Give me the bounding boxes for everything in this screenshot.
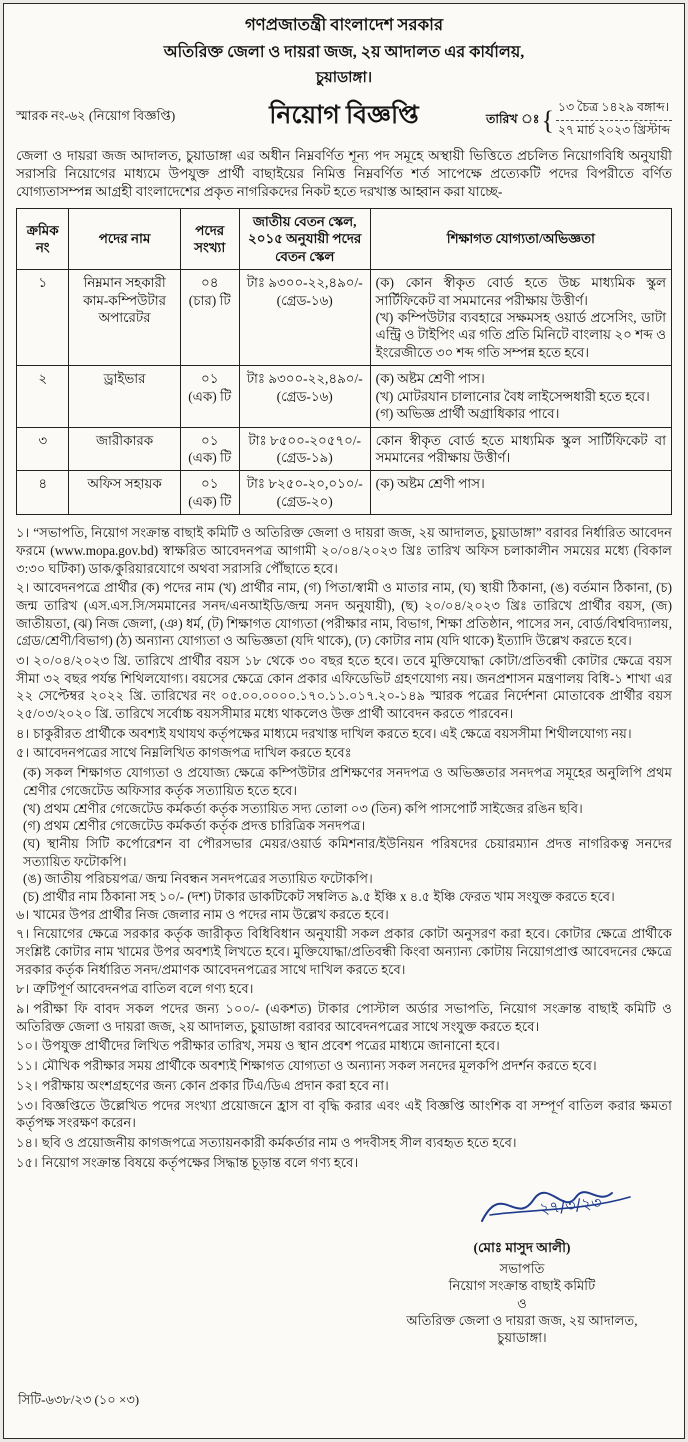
condition-item xyxy=(16,1154,672,1172)
table-row xyxy=(17,366,672,427)
office-name: অতিরিক্ত জেলা ও দায়রা জজ, ২য় আদালত এর কার্যালয়, xyxy=(163,44,525,61)
condition-item xyxy=(16,1134,672,1152)
title-row xyxy=(16,93,672,141)
condition-number: ১২। xyxy=(16,1077,38,1093)
cell-serial: ১ xyxy=(17,270,69,366)
office-district: চুয়াডাঙ্গা। xyxy=(315,70,373,86)
condition-number: ৫। xyxy=(16,745,30,761)
signatory-district: চুয়াডাঙ্গা। xyxy=(497,1329,547,1345)
cell-post-name: জারীকারক xyxy=(69,427,180,471)
condition-number: ১৪। xyxy=(16,1134,38,1150)
signatory-name: (মোঃ মাসুদ আলী) xyxy=(473,1240,571,1256)
condition-item xyxy=(16,1057,672,1075)
cell-scale: টাঃ ৮২৫০-২০,০১০/- (গ্রেড-২০) xyxy=(239,471,370,515)
condition-number: ৯। xyxy=(16,1001,30,1017)
handwritten-signature xyxy=(372,1175,672,1237)
signatory-court: অতিরিক্ত জেলা ও দায়রা জজ, ২য় আদালত, xyxy=(406,1312,638,1328)
qualification-line: (খ) মোটরযান চালানোর বৈধ লাইসেন্সধারী হতে হবে। xyxy=(375,388,650,404)
table-row xyxy=(17,471,672,515)
memo-number: স্মারক নং-৬২ (নিয়োগ বিজ্ঞপ্তি) xyxy=(16,108,176,123)
table-header-row xyxy=(17,208,672,269)
cell-count: ০১ (এক) টি xyxy=(180,471,239,515)
header-pay-scale: জাতীয় বেতন স্কেল, ২০১৫ অনুযায়ী পদের বেতন স্কেল xyxy=(239,208,370,269)
cell-qualification xyxy=(370,270,671,366)
condition-number: ১১। xyxy=(16,1058,38,1074)
intro-paragraph: জেলা ও দায়রা জজ আদালত, চুয়াডাঙ্গা এর অধীন নিম্নবর্ণিত শূন্য পদ সমূহে অস্থায়ী ভিত্তিতে প্রচলিত নিয়োগবিধি অনুযায়ী সরাসরি নিয়োগের মাধ্যমে উপযুক্ত প্রার্থী বাছাইয়ের নিমিত্ত নিম্নবর্ণিত শর্ত সাপেক্ষে প্রত্যেকটি পদের বিপরীতে বর্ণিত যোগ্যতাসম্পন্ন আগ্রহী বাংলাদেশের প্রকৃত নাগরিকদের নিকট হতে দরখাস্ত আহ্বান করা যাচ্ছে- xyxy=(16,148,672,199)
page-title: নিয়োগ বিজ্ঞপ্তি xyxy=(269,102,419,129)
header-qualification: শিক্ষাগত যোগ্যতা/অভিজ্ঞতা xyxy=(370,208,671,269)
condition-text: নিয়োগ সংক্রান্ত বিষয়ে কর্তৃপক্ষের সিদ্ধান্ত চূড়ান্ত বলে গণ্য হবে। xyxy=(41,1154,359,1170)
condition-text: মৌখিক পরীক্ষার সময় প্রার্থীকে অবশ্যই শিক্ষাগত যোগ্যতা ও অন্যান্য সকল সনদের মূলকপি প্রদর্শন করতে হবে। xyxy=(41,1058,597,1074)
table-row xyxy=(17,270,672,366)
condition-subitem: (চ) প্রার্থীর নাম ঠিকানা সহ ১০/- (দশ) টাকার ডাকটিকেট সম্বলিত ৯.৫ ইঞ্চি x ৪.৫ ইঞ্চি ফেরত খাম সংযুক্ত করতে হবে। xyxy=(23,888,615,904)
condition-item xyxy=(16,906,672,924)
document-page xyxy=(3,3,685,1439)
condition-text: খামের উপর প্রার্থীর নিজ জেলার নাম ও পদের নাম উল্লেখ করতে হবে। xyxy=(33,906,389,922)
condition-text: পরীক্ষা ফি বাবদ সকল পদের জন্য ১০০/- (একশত) টাকার পোস্টাল অর্ডার সভাপতি, নিয়োগ সংক্রান্ত বাছাই কমিটি ও অতিরিক্ত জেলা ও দায়রা জজ, ২য় আদালত, চুয়াডাঙ্গা বরাবর আবেদনপত্রের সাথে সংযুক্ত করতে হবে। xyxy=(16,1001,672,1034)
condition-number: ৪। xyxy=(16,725,30,741)
condition-text: আবেদনপত্রে প্রার্থীর (ক) পদের নাম (খ) প্রার্থীর নাম, (গ) পিতা/স্বামী ও মাতার নাম, (ঘ) স্থায়ী ঠিকানা, (ঙ) বর্তমান ঠিকানা, (চ) জন্ম তারিখ (এস.এস.সি/সমমানের সনদ/এনআইডি/জন্ম সনদ অনুযায়ী), (ছ) ২০/০৪/২০২৩ খ্রিঃ তারিখে প্রার্থীর বয়স, (জ) জাতীয়তা, (ঝ) নিজ জেলা, (ঞ) ধর্ম, (ট) শিক্ষাগত যোগ্যতা (পরীক্ষার নাম, বিভাগ, শিক্ষা প্রতিষ্ঠান, পাসের সন, বোর্ড/বিশ্ববিদ্যালয়, গ্রেড/শ্রেণী/বিভাগ) (ঠ) অন্যান্য যোগ্যতা ও অভিজ্ঞতা (যদি থাকে), (ঢ) কোটার নাম (যদি থাকে) ইত্যাদি উল্লেখ করতে হবে। xyxy=(16,580,672,649)
qualification-line: (গ) অভিজ্ঞ প্রার্থী অগ্রাধিকার পাবে। xyxy=(375,406,560,422)
condition-number: ১৫। xyxy=(16,1154,38,1170)
qualification-line: (ক) অষ্টম শ্রেণী পাস। xyxy=(375,371,485,387)
condition-number: ৩। xyxy=(16,653,30,668)
cell-scale: টাঃ ৯৩০০-২২,৪৯০/- (গ্রেড-১৬) xyxy=(239,270,370,366)
cell-qualification xyxy=(370,366,671,427)
cell-count: ০১ (এক) টি xyxy=(180,366,239,427)
condition-number: ১। xyxy=(16,525,30,541)
signatory-and: ও xyxy=(517,1295,527,1311)
condition-number: ৭। xyxy=(16,926,30,942)
condition-subitem: (ক) সকল শিক্ষাগত যোগ্যতা ও প্রযোজ্য ক্ষেত্রে কম্পিউটার প্রশিক্ষণের সনদপত্র ও অভিজ্ঞতার সনদপত্র সমূহের অনুলিপি প্রথম শ্রেণীর গেজেটেড অফিসার কর্তৃক সত্যায়িত হতে হবে। xyxy=(23,765,672,798)
qualification-line: কোন স্বীকৃত বোর্ড হতে মাধ্যমিক স্কুল সার্টিফিকেট বা সমমানের পরীক্ষায় উত্তীর্ণ। xyxy=(375,432,666,465)
cell-post-name: অফিস সহায়ক xyxy=(69,471,180,515)
cell-qualification xyxy=(370,427,671,471)
condition-text: “সভাপতি, নিয়োগ সংক্রান্ত বাছাই কমিটি ও অতিরিক্ত জেলা ও দায়রা জজ, ২য় আদালত, চুয়াডাঙ্গা” বরাবর নির্ধারিত আবেদন ফরমে (www.mopa.gov.bd) স্বাক্ষরিত আবেদনপত্র আগামী ২০/০৪/২০২৩ খ্রিঃ তারিখ অফিস চলাকালীন সময়ের মধ্যে (বিকাল ৩:৩০ ঘটিকা) ডাক/কুরিয়ারযোগে অথবা সরাসরি পৌঁছাতে হবে। xyxy=(16,525,672,576)
cell-count: ০১ (এক) টি xyxy=(180,427,239,471)
cell-scale: টাঃ ৮৫০০-২০৫৭০/- (গ্রেড-১৯) xyxy=(239,427,370,471)
condition-number: ২। xyxy=(16,580,30,596)
signature-date: ২৭/৩/২৩ xyxy=(538,1193,603,1219)
date-bangla: ১৩ চৈত্র ১৪২৯ বঙ্গাব্দ। xyxy=(556,99,672,121)
cell-scale: টাঃ ৯৩০০-২২,৪৯০/- (গ্রেড-১৬) xyxy=(239,366,370,427)
condition-subitem: (খ) প্রথম শ্রেণীর গেজেটেড কর্মকর্তা কর্তৃক সত্যায়িত সদ্য তোলা ০৩ (তিন) কপি পাসপোর্ট সাইজের রঙিন ছবি। xyxy=(23,800,583,816)
condition-item xyxy=(16,524,672,577)
condition-item xyxy=(16,579,672,650)
condition-text: ত্রুটিপূর্ণ আবেদনপত্র বাতিল বলে গণ্য হবে। xyxy=(33,981,254,997)
header-serial: ক্রমিক নং xyxy=(17,208,69,269)
condition-text: চাকুরীরত প্রার্থীকে অবশ্যই যথাযথ কর্তৃপক্ষের মাধ্যমে দরখাস্ত দাখিল করতে হবে। এই ক্ষেত্রে বয়সসীমা শিথীলযোগ্য নয়। xyxy=(33,725,632,741)
cell-serial: ৩ xyxy=(17,427,69,471)
condition-text: ২০/০৪/২০২৩ খ্রি. তারিখে প্রার্থীর বয়স ১৮ থেকে ৩০ বছর হতে হবে। তবে মুক্তিযোদ্ধা কোটা/প্রতিবন্ধী কোটার ক্ষেত্রে বয়স সীমা ৩২ বছর পর্যন্ত শিথিলযোগ্য। বয়সের ক্ষেত্রে কোন প্রকার এফিডেভিট গ্রহণযোগ্য নয়। জনপ্রশাসন মন্ত্রণালয় বিধি-১ শাখা এর ২২ সেপ্টেম্বর ২০২২ খ্রি. তারিখের নং ০৫.০০.০০০০.১৭০.১১.০১৭.২০-১৪৯ স্মারক পত্রের নির্দেশনা মোতাবেক প্রার্থীর বয়স ২৫/০৩/২০২০ খ্রি. তারিখে সর্বোচ্চ বয়সসীমার মধ্যে থাকলেও উক্ত প্রার্থী আবেদন করতে পারবেন। xyxy=(16,653,672,722)
header-post-count: পদের সংখ্যা xyxy=(180,208,239,269)
condition-number: ৮। xyxy=(16,981,30,997)
condition-item xyxy=(16,1037,672,1055)
print-reference: সিটি-৬৩৮/২৩ (১০ ×৩) xyxy=(18,1392,140,1407)
conditions-list xyxy=(16,524,672,1171)
signature-block xyxy=(372,1175,672,1346)
cell-post-name: নিম্নমান সহকারী কাম-কম্পিউটার অপারেটর xyxy=(69,270,180,366)
qualification-line: (খ) কম্পিউটার ব্যবহারে সক্ষমসহ ওয়ার্ড প্রসেসিং, ডাটা এন্ট্রি ও টাইপিং এর গতি প্রতি মিনিটে বাংলায় ২০ শব্দ ও ইংরেজীতে ৩০ শব্দ গতি সম্পন্ন হতে হবে। xyxy=(375,309,666,360)
signatory-designation: সভাপতি xyxy=(499,1261,545,1277)
condition-text: বিজ্ঞপ্তিতে উল্লেখিত পদের সংখ্যা প্রয়োজনে হ্রাস বা বৃদ্ধি করার এবং এই বিজ্ঞপ্তি আংশিক বা সম্পূর্ণ বাতিল করার ক্ষমতা কর্তৃপক্ষ সংরক্ষণ করেন। xyxy=(16,1097,672,1131)
date-label: তারিখ ঃ xyxy=(485,112,540,126)
condition-subitem: (গ) প্রথম শ্রেণীর গেজেটেড কর্মকর্তা কর্তৃক প্রদত্ত চারিত্রিক সনদপত্র। xyxy=(23,818,366,834)
condition-text: আবেদনপত্রের সাথে নিম্নলিখিত কাগজপত্র দাখিল করতে হবেঃ xyxy=(33,745,352,761)
date-block xyxy=(486,99,672,143)
condition-item xyxy=(16,744,672,762)
condition-item xyxy=(16,652,672,723)
qualification-line: (ক) অষ্টম শ্রেণী পাস। xyxy=(375,476,485,492)
date-gregorian: ২৭ মার্চ ২০২৩ খ্রিস্টাব্দ xyxy=(557,123,670,137)
header-post-name: পদের নাম xyxy=(69,208,180,269)
cell-count: ০৪ (চার) টি xyxy=(180,270,239,366)
condition-subitem: (ঘ) স্থানীয় সিটি কর্পোরেশন বা পৌরসভার মেয়র/ওয়ার্ড কমিশনার/ইউনিয়ন পরিষদের চেয়ারম্যান প্রদত্ত নাগরিকত্ব সনদের সত্যায়িত ফটোকপি। xyxy=(23,835,672,869)
cell-serial: ২ xyxy=(17,366,69,427)
condition-item xyxy=(16,925,672,978)
condition-item xyxy=(16,725,672,743)
qualification-line: (ক) কোন স্বীকৃত বোর্ড হতে উচ্চ মাধ্যমিক স্কুল সার্টিফিকেট বা সমমানের পরীক্ষায় উত্তীর্ণ। xyxy=(375,275,666,308)
condition-item xyxy=(16,1097,672,1132)
vacancy-table xyxy=(16,208,672,515)
condition-number: ৬। xyxy=(16,906,30,922)
condition-item xyxy=(16,1077,672,1095)
signatory-committee: নিয়োগ সংক্রান্ত বাছাই কমিটি xyxy=(448,1278,596,1294)
date-lines xyxy=(556,99,672,143)
government-name: গণপ্রজাতন্ত্রী বাংলাদেশ সরকার xyxy=(244,15,444,34)
date-brace: { xyxy=(541,106,554,135)
condition-text: উপযুক্ত প্রার্থীদের লিখিত পরীক্ষার তারিখ, সময় ও স্থান প্রবেশ পত্রের মাধ্যমে জানানো হবে। xyxy=(41,1038,500,1054)
cell-post-name: ড্রাইভার xyxy=(69,366,180,427)
condition-number: ১৩। xyxy=(16,1097,38,1113)
condition-number: ১০। xyxy=(16,1038,38,1054)
cell-serial: ৪ xyxy=(17,471,69,515)
cell-qualification xyxy=(370,471,671,515)
table-row xyxy=(17,427,672,471)
condition-item xyxy=(16,1000,672,1035)
condition-text: নিয়োগের ক্ষেত্রে সরকার কর্তৃক জারীকৃত বিধিবিধান অনুযায়ী সকল প্রকার কোটা অনুসরণ করা হবে। কোটার ক্ষেত্রে প্রার্থীকে সংশ্লিষ্ট কোটার নাম খামের উপর অবশ্যই লিখতে হবে। মুক্তিযোদ্ধা/প্রতিবন্ধী কিংবা অন্যান্য কোটায় নিয়োগপ্রাপ্ত আবেদনের ক্ষেত্রে সরকার কর্তৃক নির্ধারিত সনদ/প্রমাণক আবেদনপত্রের সাথে দাখিল করতে হবে। xyxy=(16,926,672,977)
condition-text: ছবি ও প্রয়োজনীয় কাগজপত্রে সত্যায়নকারী কর্মকর্তার নাম ও পদবীসহ সীল ব্যবহৃত হতে হবে। xyxy=(41,1134,517,1150)
condition-subitem: (ঙ) জাতীয় পরিচয়পত্র/ জন্ম নিবন্ধন সনদপত্রের সত্যায়িত ফটোকপি। xyxy=(23,871,373,887)
condition-item xyxy=(16,980,672,998)
condition-text: পরীক্ষায় অংশগ্রহণের জন্য কোন প্রকার টিএ/ডিএ প্রদান করা হবে না। xyxy=(41,1077,389,1093)
